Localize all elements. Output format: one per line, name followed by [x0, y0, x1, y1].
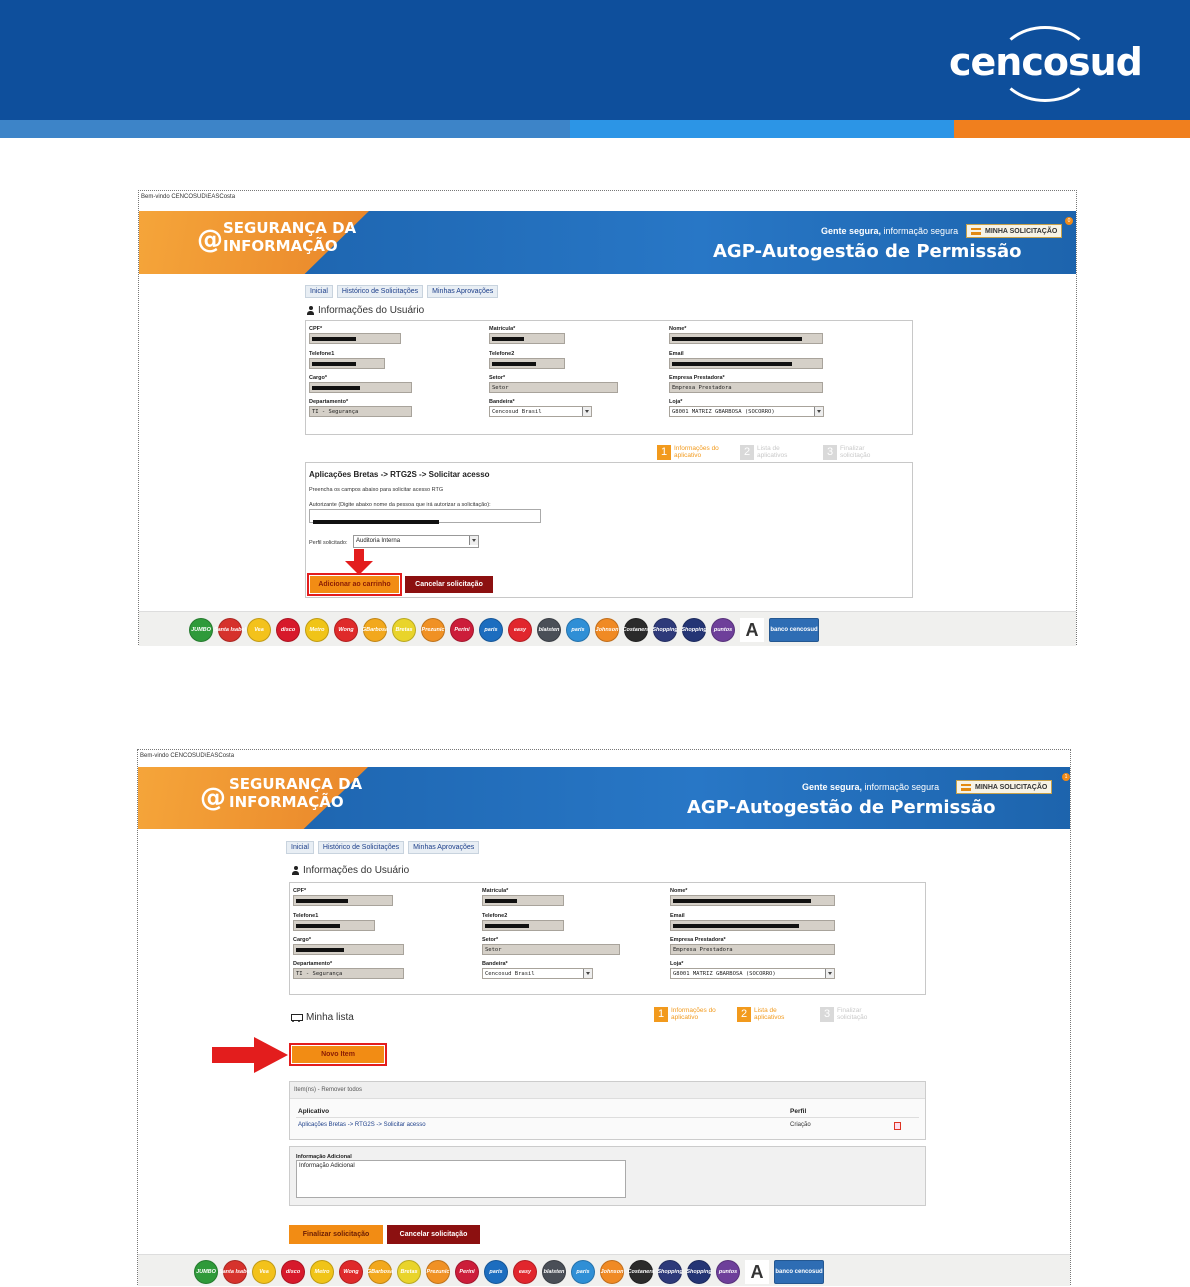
brand-logo: paris [479, 618, 503, 642]
brand-logo: Costanera [629, 1260, 653, 1284]
brand-logo: Perini [450, 618, 474, 642]
brand-logos-row [189, 618, 819, 642]
screenshot-2 [137, 749, 1071, 1285]
screenshot-1 [138, 190, 1077, 645]
header-stripe-left [0, 120, 570, 138]
banco-cencosud-logo: banco cencosud [774, 1260, 824, 1284]
at-sign-icon: @ [200, 783, 226, 813]
new-item-button[interactable]: Novo Item [292, 1046, 384, 1063]
brand-logo: disco [276, 618, 300, 642]
app-title: AGP-Autogestão de Permissão [687, 797, 996, 818]
column-aplicativo: Aplicativo [298, 1108, 330, 1115]
banner-title-line1: SEGURANÇA DA [223, 219, 357, 237]
field-email [670, 920, 835, 931]
list-item-app-link[interactable]: Aplicações Bretas -> RTG2S -> Solicitar acesso [298, 1122, 426, 1128]
label-departamento: Departamento* [293, 961, 333, 967]
user-icon [307, 306, 314, 315]
add-to-cart-button[interactable]: Adicionar ao carrinho [310, 576, 399, 593]
brand-logo: paris [484, 1260, 508, 1284]
menu-icon [971, 228, 981, 235]
field-telefone2 [482, 920, 564, 931]
authorizer-label: Autorizante (Digite abaixo nome da pessoa que irá autorizar a solicitação): [309, 502, 491, 508]
cart-icon [290, 1013, 302, 1023]
banner-title-line1: SEGURANÇA DA [229, 775, 363, 793]
banner-title-line2: INFORMAÇÃO [223, 237, 338, 255]
brand-logo: puntos [716, 1260, 740, 1284]
finish-request-button[interactable]: Finalizar solicitação [289, 1225, 383, 1244]
brand-logo: Prezunic [421, 618, 445, 642]
label-telefone2: Telefone2 [482, 913, 508, 919]
field-setor: Setor [482, 944, 620, 955]
brand-logo: GBarbosa [363, 618, 387, 642]
brand-logo: Bretas [397, 1260, 421, 1284]
label-nome: Nome* [670, 888, 688, 894]
profile-select[interactable]: Auditoria Interna [353, 535, 479, 548]
field-matricula [482, 895, 564, 906]
label-telefone1: Telefone1 [293, 913, 319, 919]
select-loja[interactable]: G8001 MATRIZ GBARBOSA (SOCORRO) [670, 968, 835, 979]
brand-logo: Costanera [624, 618, 648, 642]
step-1: 1 Informações do aplicativo [657, 445, 724, 460]
chevron-down-icon [583, 969, 592, 978]
brand-logo: easy [508, 618, 532, 642]
red-arrow-right-annotation [212, 1037, 288, 1073]
label-telefone2: Telefone2 [489, 351, 515, 357]
nav-tabs [305, 285, 498, 298]
profile-label: Perfil solicitado: [309, 540, 348, 546]
brand-logo: Shopping [653, 618, 677, 642]
red-arrow-down-annotation [345, 549, 373, 575]
app-title: AGP-Autogestão de Permissão [713, 241, 1022, 262]
label-cpf: CPF* [309, 326, 323, 332]
brand-logo: Johnson [600, 1260, 624, 1284]
label-additional-info: Informação Adicional [296, 1154, 352, 1160]
label-bandeira: Bandeira* [482, 961, 508, 967]
brand-logo: Johnson [595, 618, 619, 642]
request-instructions: Preencha os campos abaixo para solicitar acesso RTG [309, 487, 444, 493]
brand-logo: paris [571, 1260, 595, 1284]
label-empresa: Empresa Prestadora* [669, 375, 725, 381]
a-logo-icon: A [745, 1260, 769, 1284]
field-cpf [293, 895, 393, 906]
brand-logo: Shopping [687, 1260, 711, 1284]
label-loja: Loja* [670, 961, 684, 967]
select-bandeira[interactable]: Cencosud Brasil [489, 406, 592, 417]
step-2: 2 Lista de aplicativos [737, 1007, 804, 1022]
brand-logo: GBarbosa [368, 1260, 392, 1284]
brand-logo: Perini [455, 1260, 479, 1284]
field-cpf [309, 333, 401, 344]
chevron-down-icon [825, 969, 834, 978]
label-setor: Setor* [489, 375, 506, 381]
label-email: Email [669, 351, 684, 357]
brand-logo: Vea [247, 618, 271, 642]
brand-logo: Metro [305, 618, 329, 642]
field-nome [670, 895, 835, 906]
brand-logo: Santa Isabel [218, 618, 242, 642]
label-loja: Loja* [669, 399, 683, 405]
tab-aprovacoes[interactable]: Minhas Aprovações [408, 841, 479, 854]
brand-footer [138, 1254, 1070, 1286]
welcome-text: Bem-vindo CENCOSUD\EASCosta [141, 194, 236, 200]
a-logo-icon: A [740, 618, 764, 642]
cancel-request-button[interactable]: Cancelar solicitação [405, 576, 493, 593]
brand-logo: Santa Isabel [223, 1260, 247, 1284]
label-departamento: Departamento* [309, 399, 349, 405]
label-cpf: CPF* [293, 888, 307, 894]
brand-logo: Vea [252, 1260, 276, 1284]
brand-logo: easy [513, 1260, 537, 1284]
nav-tabs [286, 841, 479, 854]
welcome-text: Bem-vindo CENCOSUD\EASCosta [140, 753, 235, 759]
label-bandeira: Bandeira* [489, 399, 515, 405]
banco-cencosud-logo: banco cencosud [769, 618, 819, 642]
brand-logo: Bretas [392, 618, 416, 642]
field-departamento: TI - Segurança [293, 968, 404, 979]
label-nome: Nome* [669, 326, 687, 332]
at-sign-icon: @ [197, 225, 223, 255]
progress-steps [657, 445, 890, 460]
section-title-user-info: Informações do Usuário [307, 305, 424, 316]
field-cargo [309, 382, 412, 393]
tab-historico[interactable]: Histórico de Solicitações [337, 285, 423, 298]
brand-logo: Shopping [682, 618, 706, 642]
label-email: Email [670, 913, 685, 919]
field-telefone2 [489, 358, 565, 369]
select-loja[interactable]: G8001 MATRIZ GBARBOSA (SOCORRO) [669, 406, 824, 417]
label-cargo: Cargo* [309, 375, 328, 381]
label-telefone1: Telefone1 [309, 351, 335, 357]
brand-logo: JUMBO [189, 618, 213, 642]
step-3: 3 Finalizar solicitação [820, 1007, 887, 1022]
label-matricula: Matrícula* [489, 326, 516, 332]
chevron-down-icon [469, 536, 478, 545]
user-info-box [289, 882, 926, 995]
section-title-user-info: Informações do Usuário [292, 865, 409, 876]
brand-logo: blaisten [542, 1260, 566, 1284]
cancel-request-button[interactable]: Cancelar solicitação [387, 1225, 480, 1244]
field-email [669, 358, 823, 369]
brand-logo: paris [566, 618, 590, 642]
banner-title-line2: INFORMAÇÃO [229, 793, 344, 811]
banner-slogan: Gente segura, informação segura [821, 226, 959, 236]
request-panel [305, 462, 913, 598]
field-empresa: Empresa Prestadora [670, 944, 835, 955]
label-cargo: Cargo* [293, 937, 312, 943]
progress-steps [654, 1007, 887, 1022]
label-empresa: Empresa Prestadora* [670, 937, 726, 943]
brand-logo: blaisten [537, 618, 561, 642]
label-matricula: Matrícula* [482, 888, 509, 894]
user-icon [292, 866, 299, 875]
brand-logo: Metro [310, 1260, 334, 1284]
app-banner [138, 767, 1070, 829]
brand-logo: Wong [339, 1260, 363, 1284]
logo-wordmark: cencosud [949, 40, 1142, 84]
request-title: Aplicações Bretas -> RTG2S -> Solicitar acesso [309, 470, 490, 479]
brand-logos-row [194, 1260, 824, 1284]
additional-info-box [289, 1146, 926, 1206]
brand-logo: Prezunic [426, 1260, 450, 1284]
header-stripe-middle [570, 120, 954, 138]
brand-logo: puntos [711, 618, 735, 642]
field-empresa: Empresa Prestadora [669, 382, 823, 393]
authorizer-input[interactable] [309, 509, 541, 523]
menu-icon [961, 784, 971, 791]
select-bandeira[interactable]: Cencosud Brasil [482, 968, 593, 979]
tab-aprovacoes[interactable]: Minhas Aprovações [427, 285, 498, 298]
cart-count-badge: 1 [1062, 773, 1070, 781]
brand-logo: Shopping [658, 1260, 682, 1284]
items-list [289, 1081, 926, 1140]
label-setor: Setor* [482, 937, 499, 943]
step-1: 1 Informações do aplicativo [654, 1007, 721, 1022]
header-stripe-right [954, 120, 1190, 138]
additional-info-textarea[interactable]: Informação Adicional [296, 1160, 626, 1198]
chevron-down-icon [814, 407, 823, 416]
field-nome [669, 333, 823, 344]
tab-inicial[interactable]: Inicial [305, 285, 333, 298]
app-banner [139, 211, 1076, 274]
field-cargo [293, 944, 404, 955]
tab-inicial[interactable]: Inicial [286, 841, 314, 854]
cart-count-badge: 0 [1065, 217, 1073, 225]
tab-historico[interactable]: Histórico de Solicitações [318, 841, 404, 854]
banner-slogan: Gente segura, informação segura [802, 782, 940, 792]
user-info-box [305, 320, 913, 435]
minha-solicitacao-button[interactable]: MINHA SOLICITAÇÃO [956, 780, 1052, 794]
field-telefone1 [293, 920, 375, 931]
remove-all-link[interactable]: Item(ns) - Remover todos [290, 1082, 925, 1099]
cencosud-logo [945, 26, 1142, 102]
field-telefone1 [309, 358, 385, 369]
field-setor: Setor [489, 382, 618, 393]
column-perfil: Perfil [790, 1108, 807, 1115]
field-departamento: TI - Segurança [309, 406, 412, 417]
brand-logo: Wong [334, 618, 358, 642]
brand-footer [139, 611, 1076, 646]
field-matricula [489, 333, 565, 344]
section-title-my-list: Minha lista [290, 1012, 354, 1023]
list-item-profile: Criação [790, 1122, 811, 1128]
step-3: 3 Finalizar solicitação [823, 445, 890, 460]
step-2: 2 Lista de aplicativos [740, 445, 807, 460]
chevron-down-icon [582, 407, 591, 416]
minha-solicitacao-button[interactable]: MINHA SOLICITAÇÃO [966, 224, 1062, 238]
brand-logo: disco [281, 1260, 305, 1284]
brand-logo: JUMBO [194, 1260, 218, 1284]
delete-icon[interactable] [894, 1122, 901, 1130]
